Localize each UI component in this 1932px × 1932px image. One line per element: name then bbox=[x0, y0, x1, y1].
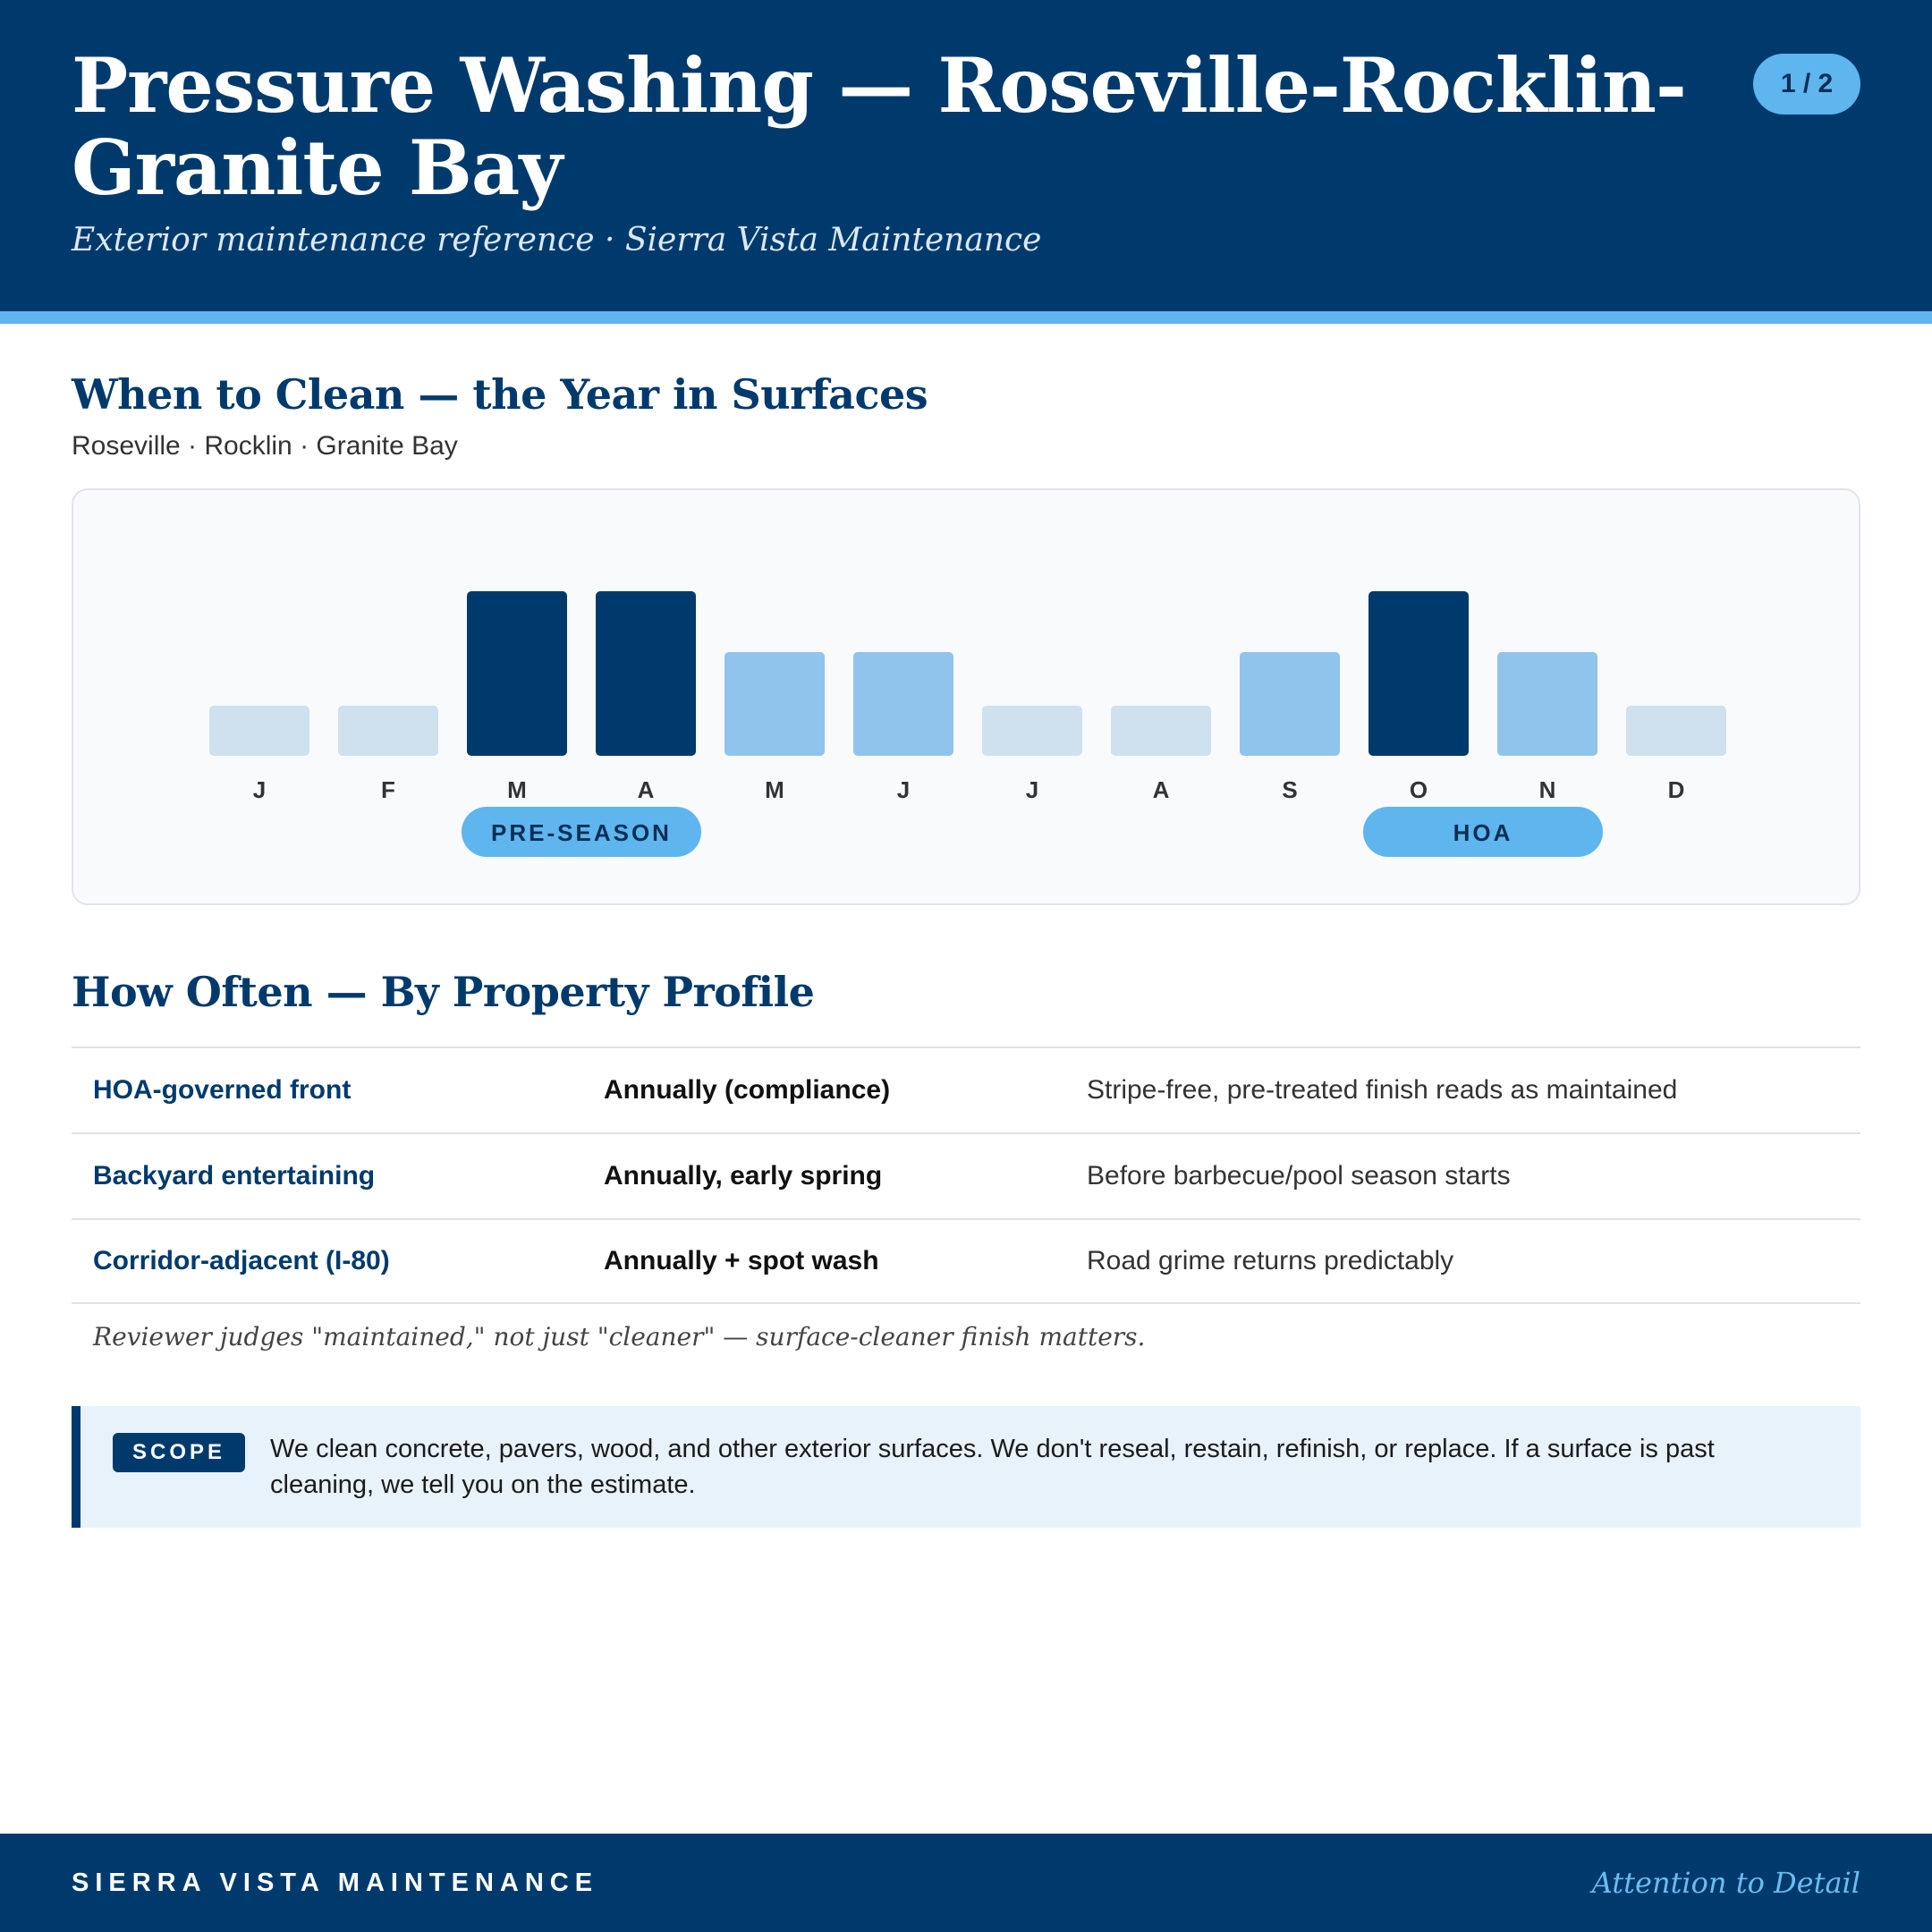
month-bar bbox=[209, 706, 309, 756]
note-cell: Road grime returns predictably bbox=[1087, 1246, 1454, 1275]
profile-cell: Corridor-adjacent (I-80) bbox=[93, 1246, 390, 1275]
profile-cell: HOA-governed front bbox=[93, 1075, 352, 1105]
month-bar bbox=[1111, 706, 1211, 756]
page-subtitle: Exterior maintenance reference · Sierra Vista Maintenance bbox=[72, 222, 1042, 258]
page-indicator-badge: 1 / 2 bbox=[1753, 54, 1860, 114]
month-bar bbox=[467, 591, 567, 756]
scope-callout bbox=[72, 1406, 1860, 1528]
season-annotation-label: PRE-SEASON bbox=[491, 819, 672, 846]
month-bar bbox=[1626, 706, 1726, 756]
month-tick-label: M bbox=[507, 776, 527, 803]
month-tick-label: N bbox=[1538, 776, 1556, 803]
scope-tag: SCOPE bbox=[113, 1433, 245, 1472]
page-footer bbox=[0, 1834, 1932, 1932]
month-tick-label: A bbox=[637, 776, 655, 803]
scope-text: We clean concrete, pavers, wood, and other exterior surfaces. We don't reseal, restain, refinish, or replace. If a surface is past cleaning, we tell you on the estimate. bbox=[270, 1435, 1715, 1499]
month-tick-label: D bbox=[1667, 776, 1685, 803]
month-bar bbox=[596, 591, 696, 756]
header-accent-stripe bbox=[0, 311, 1932, 324]
frequency-section-title: How Often — By Property Profile bbox=[72, 968, 815, 1016]
season-section-title: When to Clean — the Year in Surfaces bbox=[72, 370, 928, 419]
month-bar bbox=[853, 652, 953, 756]
month-tick-label: O bbox=[1409, 776, 1428, 803]
season-annotation-label: HOA bbox=[1453, 819, 1513, 846]
table-footnote: Reviewer judges "maintained," not just "cleaner" — surface-cleaner finish matters. bbox=[93, 1322, 1146, 1352]
footer-tagline: Attention to Detail bbox=[1591, 1866, 1860, 1900]
note-cell: Before barbecue/pool season starts bbox=[1087, 1161, 1511, 1191]
month-tick-label: J bbox=[896, 776, 911, 803]
frequency-cell: Annually, early spring bbox=[604, 1161, 883, 1191]
profile-cell: Backyard entertaining bbox=[93, 1161, 376, 1191]
month-tick-label: A bbox=[1152, 776, 1170, 803]
chart-canvas bbox=[73, 490, 1862, 907]
table-row bbox=[72, 1218, 1860, 1304]
seasonal-bar-chart bbox=[72, 488, 1860, 905]
table-row bbox=[72, 1132, 1860, 1218]
month-tick-label: S bbox=[1282, 776, 1298, 803]
frequency-table bbox=[72, 1046, 1860, 1304]
page-title: Pressure Washing — Roseville-Rocklin-Granite Bay bbox=[72, 41, 1686, 212]
frequency-cell: Annually + spot wash bbox=[604, 1246, 879, 1275]
page-header bbox=[0, 0, 1932, 311]
frequency-cell: Annually (compliance) bbox=[604, 1075, 891, 1105]
month-tick-label: J bbox=[252, 776, 267, 803]
month-bar bbox=[1368, 591, 1469, 756]
footer-brand: SIERRA VISTA MAINTENANCE bbox=[72, 1868, 599, 1897]
month-bar bbox=[338, 706, 438, 756]
month-bar bbox=[982, 706, 1082, 756]
month-tick-label: F bbox=[381, 776, 395, 803]
season-section-subtitle: Roseville · Rocklin · Granite Bay bbox=[72, 431, 458, 461]
month-tick-label: J bbox=[1025, 776, 1039, 803]
month-bar bbox=[1497, 652, 1597, 756]
table-row bbox=[72, 1046, 1860, 1132]
note-cell: Stripe-free, pre-treated finish reads as maintained bbox=[1087, 1075, 1678, 1105]
month-bar bbox=[724, 652, 825, 756]
month-bar bbox=[1240, 652, 1340, 756]
month-tick-label: M bbox=[765, 776, 784, 803]
